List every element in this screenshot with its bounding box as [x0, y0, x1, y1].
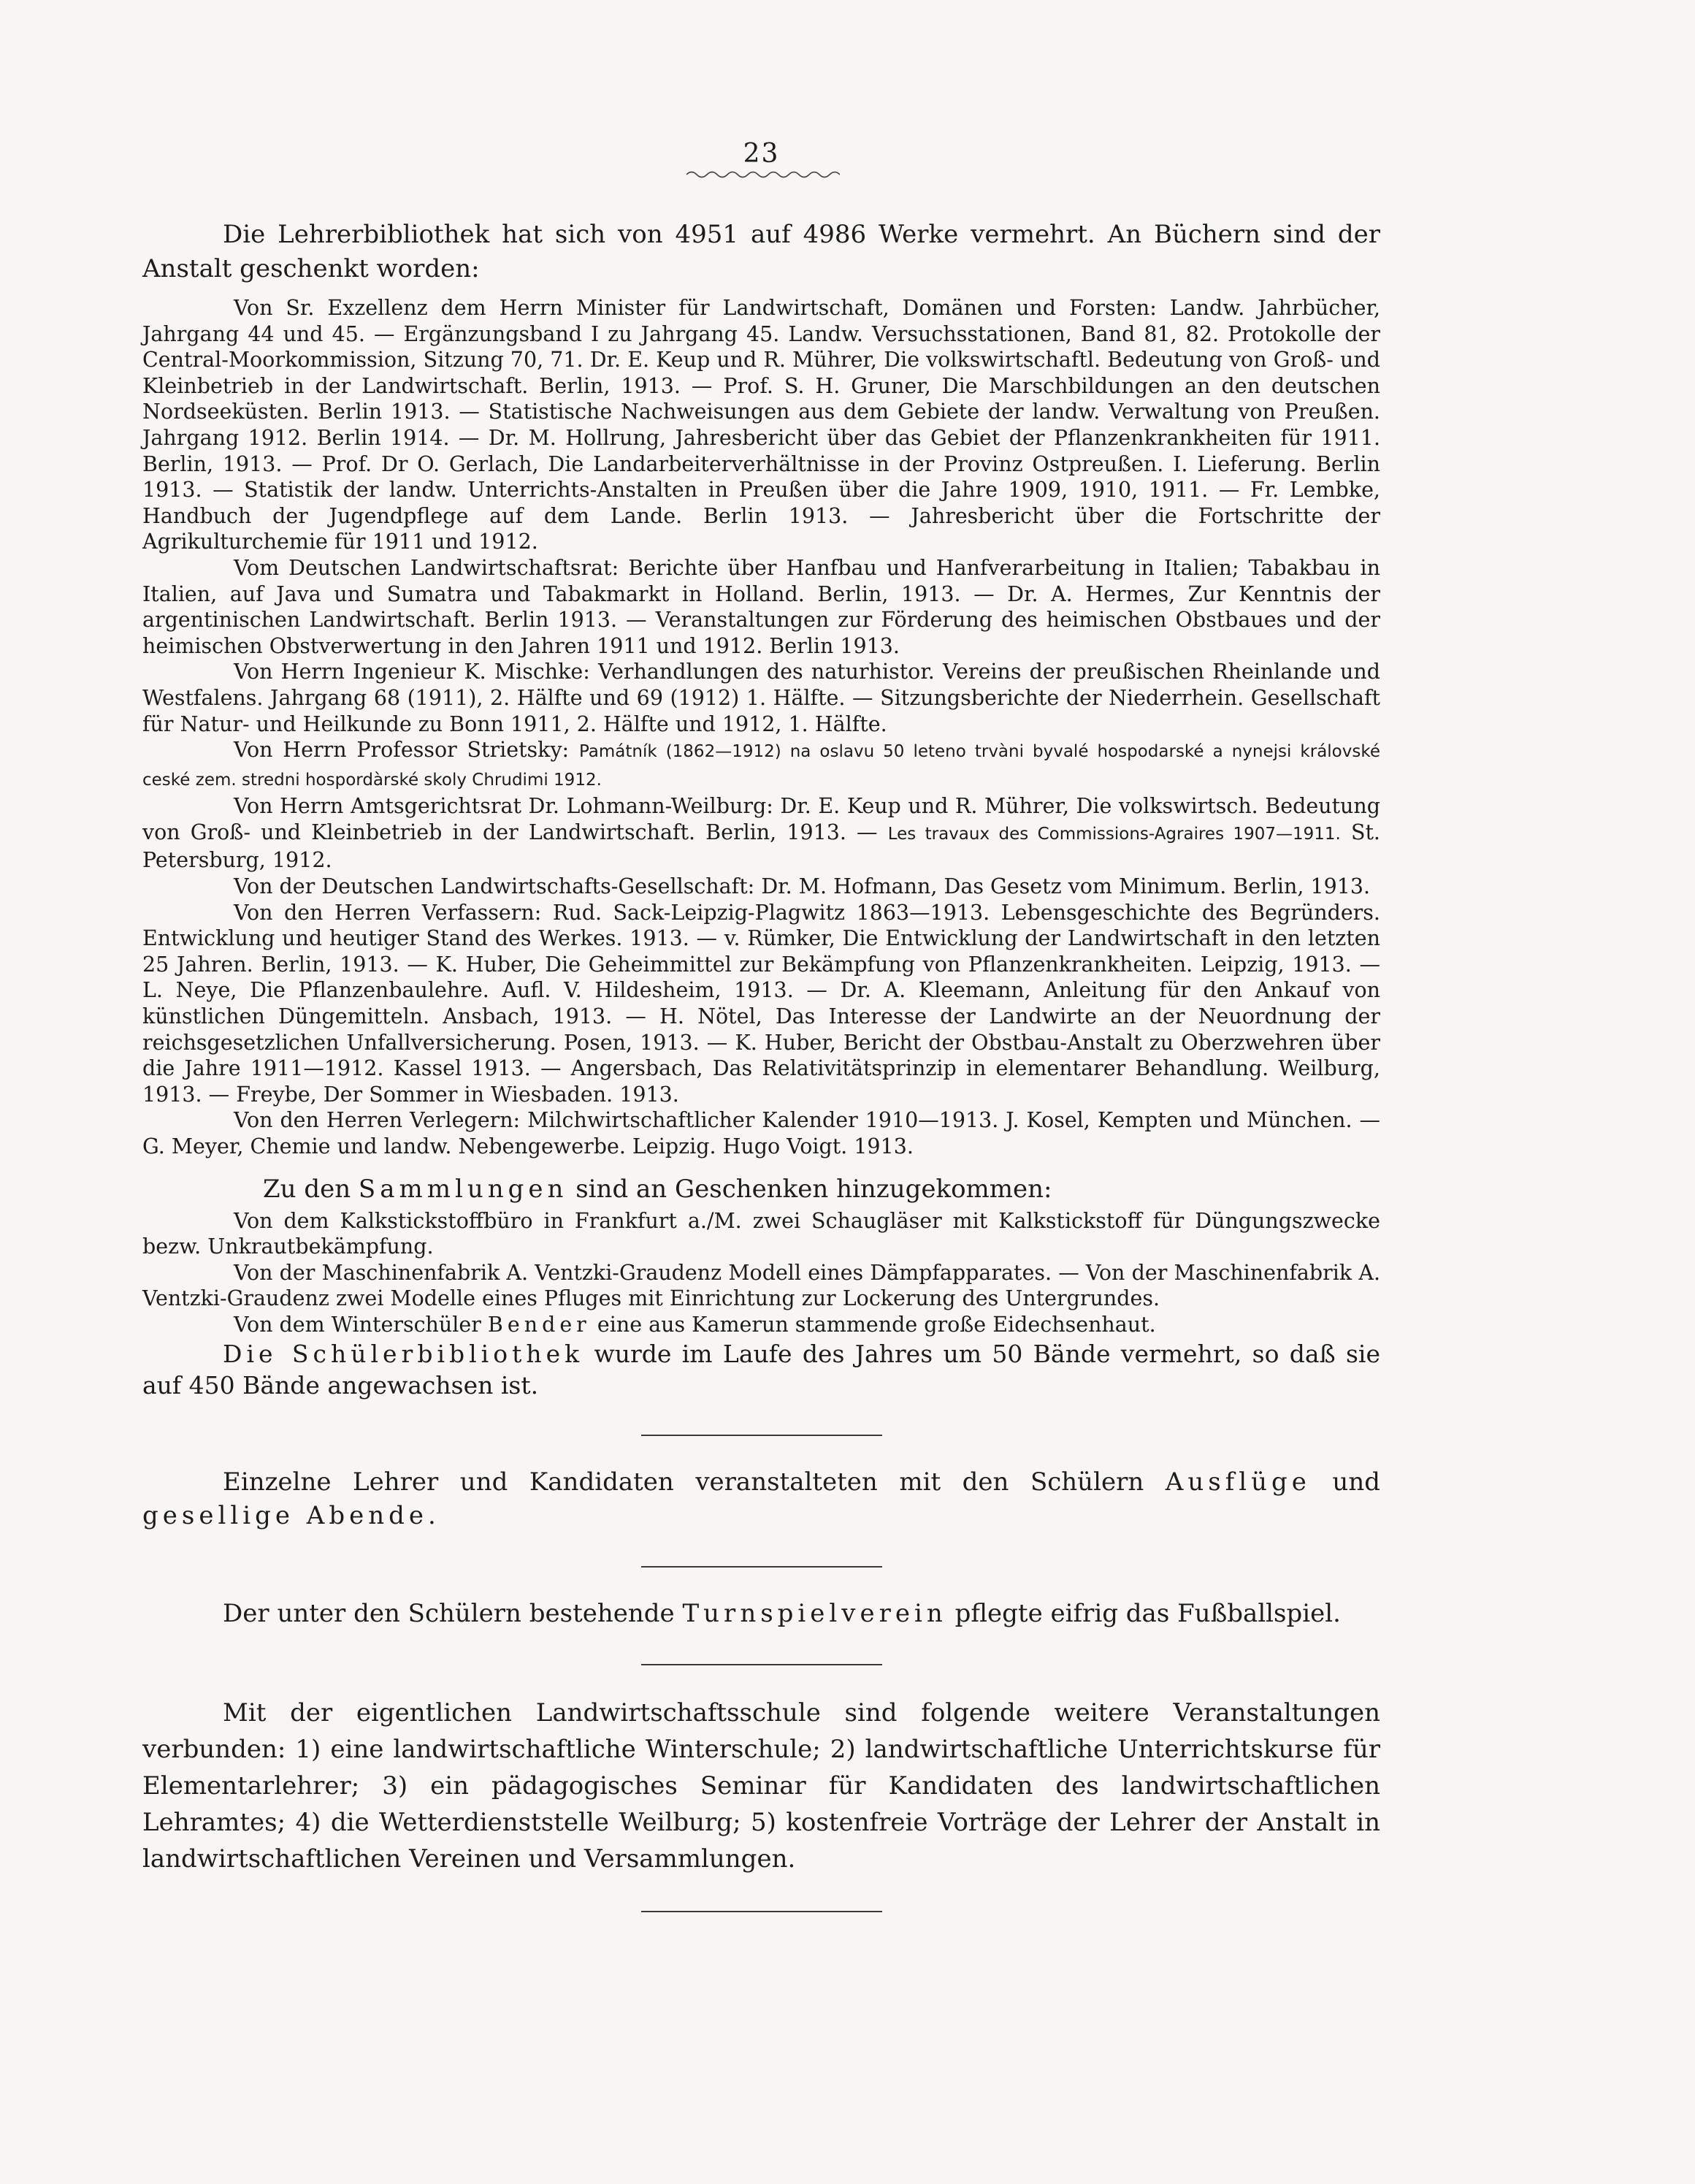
section-divider [641, 1911, 882, 1912]
donation-entry: Vom Deutschen Landwirtschaftsrat: Berichte über Hanfbau und Hanfverarbeitung in Italien; Tabakbau in Italien, auf Java und Sumatra und Tabakmarkt in Holland. Berlin, 1913. — Dr. A. Hermes, Zur Kenntnis der argentinischen Landwirtschaft. Berlin 1913. — Veranstaltungen zur Förderung des heimischen Obstbaues und der heimischen Obstverwertung in den Jahren 1911 und 1912. Berlin 1913. [142, 555, 1380, 658]
collection-entry: Von dem Winterschüler Bender eine aus Kamerun stammende große Eidechsenhaut. [234, 1312, 1156, 1337]
section-divider [641, 1435, 882, 1436]
page-content [142, 218, 1380, 1941]
section-divider [641, 1664, 882, 1665]
library-intro: Die Lehrerbibliothek hat sich von 4951 auf 4986 Werke vermehrt. An Büchern sind der Anstalt geschenkt worden: [142, 220, 1380, 283]
collections-heading: Zu den Sammlungen sind an Geschenken hinzugekommen: [263, 1174, 1052, 1204]
section-divider [641, 1566, 882, 1568]
donation-entry: Von den Herren Verlegern: Milchwirtschaftlicher Kalender 1910—1913. J. Kosel, Kempten und München. — G. Meyer, Chemie und landw. Nebengewerbe. Leipzig. Hugo Voigt. 1913. [142, 1108, 1380, 1158]
donation-entry: Von Sr. Exzellenz dem Herrn Minister für Landwirtschaft, Domänen und Forsten: Landw. Jahrbücher, Jahrgang 44 und 45. — Ergänzungsband I zu Jahrgang 45. Landw. Versuchsstationen, Band 81, 82. Protokolle der Central-Moorkommission, Sitzung 70, 71. Dr. E. Keup und R. Mührer, Die volkswirtschaftl. Bedeutung von Groß- und Kleinbetrieb in der Landwirtschaft. Berlin, 1913. — Prof. S. H. Gruner, Die Marschbildungen an den deutschen Nordseeküsten. Berlin 1913. — Statistische Nachweisungen aus dem Gebiete der landw. Verwaltung von Preußen. Jahrgang 1912. Berlin 1914. — Dr. M. Hollrung, Jahresbericht über das Gebiet der Pflanzenkrankheiten für 1911. Berlin, 1913. — Prof. Dr O. Gerlach, Die Landarbeiterverhältnisse in der Provinz Ostpreußen. I. Lieferung. Berlin 1913. — Statistik der landw. Unterrichts-Anstalten in Preußen über die Jahre 1909, 1910, 1911. — Fr. Lembke, Handbuch der Jugendpflege auf dem Lande. Berlin 1913. — Jahresbericht über die Fortschritte der Agrikulturchemie für 1911 und 1912. [142, 296, 1380, 554]
document-page [142, 0, 1380, 2184]
donation-entry: Von Herrn Professor Strietsky: Památník (1862—1912) na oslavu 50 leteno trvàni byvalé hospodarské a nynejsi královské ceské zem. stredni hospordàrské skoly Chrudimi 1912. [142, 738, 1380, 790]
wavy-ornament [686, 169, 840, 180]
excursions-paragraph: Einzelne Lehrer und Kandidaten veranstalteten mit den Schülern Ausflüge und gesellige Abende. [142, 1467, 1380, 1530]
donation-entry: Von den Herren Verfassern: Rud. Sack-Leipzig-Plagwitz 1863—1913. Lebensgeschichte des Begründers. Entwicklung und heutiger Stand des Werkes. 1913. — v. Rümker, Die Entwicklung der Landwirtschaft in den letzten 25 Jahren. Berlin, 1913. — K. Huber, Die Geheimmittel zur Bekämpfung von Pflanzenkrankheiten. Leipzig, 1913. — L. Neye, Die Pflanzenbaulehre. Aufl. V. Hildesheim, 1913. — Dr. A. Kleemann, Anleitung für den Ankauf von künstlichen Düngemitteln. Ansbach, 1913. — H. Nötel, Das Interesse der Landwirte an der Neuordnung der reichsgesetzlichen Unfallversicherung. Posen, 1913. — K. Huber, Bericht der Obstbau-Anstalt zu Oberzwehren über die Jahre 1911—1912. Kassel 1913. — Angersbach, Das Relativitätsprinzip in elementarer Behandlung. Weilburg, 1913. — Freybe, Der Sommer in Wiesbaden. 1913. [142, 900, 1380, 1107]
page-number: 23 [743, 139, 780, 169]
collection-entry: Von der Maschinenfabrik A. Ventzki-Graudenz Modell eines Dämpfapparates. — Von der Maschinenfabrik A. Ventzki-Graudenz zwei Modelle eines Pfluges mit Einrichtung zur Lockerung des Untergrundes. [142, 1260, 1380, 1311]
collection-entry: Von dem Kalkstickstoffbüro in Frankfurt a./M. zwei Schaugläser mit Kalkstickstoff für Düngungszwecke bezw. Unkrautbekämpfung. [142, 1208, 1380, 1259]
donation-entry: Von der Deutschen Landwirtschafts-Gesellschaft: Dr. M. Hofmann, Das Gesetz vom Minimum. Berlin, 1913. [234, 874, 1371, 899]
pupil-library-paragraph: Die Schülerbibliothek wurde im Laufe des Jahres um 50 Bände vermehrt, so daß sie auf 450 Bände angewachsen ist. [142, 1339, 1380, 1400]
institutions-paragraph: Mit der eigentlichen Landwirtschaftsschule sind folgende weitere Veranstaltungen verbunden: 1) eine landwirtschaftliche Winterschule; 2) landwirtschaftliche Unterrichtskurse für Elementarlehrer; 3) ein pädagogisches Seminar für Kandidaten des landwirtschaftlichen Lehramtes; 4) die Wetterdienststelle Weilburg; 5) kostenfreie Vorträge der Lehrer der Anstalt in landwirtschaftlichen Vereinen und Versammlungen. [142, 1698, 1380, 1874]
gymnastics-paragraph: Der unter den Schülern bestehende Turnspielverein pflegte eifrig das Fußballspiel. [223, 1598, 1341, 1628]
donation-entry: Von Herrn Amtsgerichtsrat Dr. Lohmann-Weilburg: Dr. E. Keup und R. Mührer, Die volkswirtsch. Bedeutung von Groß- und Kleinbetrieb in der Landwirtschaft. Berlin, 1913. — Les travaux des Commissions-Agraires 1907—1911. St. Petersburg, 1912. [142, 794, 1380, 873]
donation-list [142, 295, 1380, 1160]
donation-entry: Von Herrn Ingenieur K. Mischke: Verhandlungen des naturhistor. Vereins der preußischen Rheinlande und Westfalens. Jahrgang 68 (1911), 2. Hälfte und 69 (1912) 1. Hälfte. — Sitzungsberichte der Niederrhein. Gesellschaft für Natur- und Heilkunde zu Bonn 1911, 2. Hälfte und 1912, 1. Hälfte. [142, 660, 1380, 736]
